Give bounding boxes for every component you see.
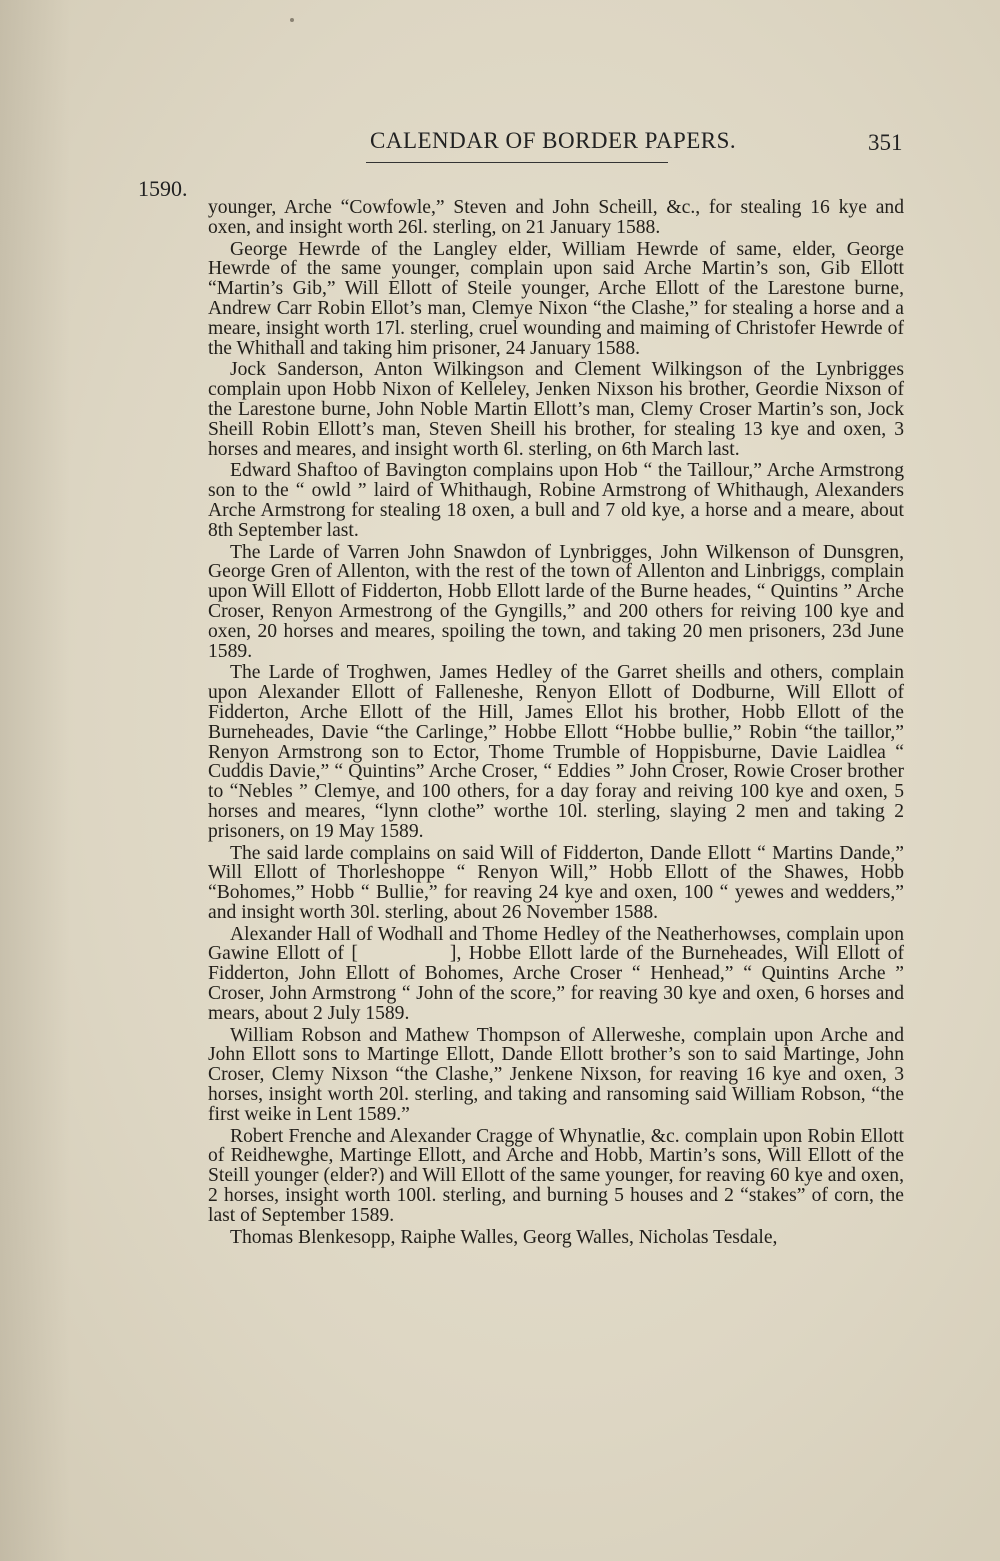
paragraph: Robert Frenche and Alexander Cragge of Whynatlie, &c. complain upon Robin Ellott of Reidhewghe, Martinge Ellott, and Arche and Hobb, Martin’s sons, Will Ellott of the Steill younger (elder?) and Will Ellott of the same younger, for reaving 60 kye and oxen, 2 horses, insight worth 100l. sterling, and burning 5 houses and 2 “stakes” of corn, the last of September 1589.: [208, 1125, 904, 1226]
paragraph: The Larde of Troghwen, James Hedley of the Garret sheills and others, complain upon Alexander Ellott of Falleneshe, Renyon Ellott of Dodburne, Will Ellott of Fidderton, Arche Ellott of the Hill, James Ellot his brother, Hobb Ellott of the Burneheades, Davie “the Carlinge,” Hobbe Ellott “Hobbe bullie,” Robin “the taillor,” Renyon Armstrong son to Ector, Thome Trumble of Hoppisburne, Davie Laidlea “ Cuddis Davie,” “ Quintins” Arche Croser, “ Eddies ” John Croser, Rowie Croser brother to “Nebles ” Clemye, and 100 others, for a day foray and reiving 100 kye and oxen, 5 horses and meares, “lynn clothe” worthe 10l. sterling, slaying 2 men and taking 2 prisoners, on 19 May 1589.: [208, 662, 904, 842]
paper-speck: [290, 18, 294, 22]
paragraph: younger, Arche “Cowfowle,” Steven and John Scheill, &c., for stealing 16 kye and oxen, and insight worth 26l. sterling, on 21 January 1588.: [208, 197, 904, 238]
body-text: [208, 198, 904, 1249]
paragraph: The said larde complains on said Will of Fidderton, Dande Ellott “ Martins Dande,” Will Ellott of Thorleshoppe “ Renyon Will,” Hobb Ellott of the Shawes, Hobb “Bohomes,” Hobb “ Bullie,” for reaving 24 kye and oxen, 100 “ yewes and wedders,” and insight worth 30l. sterling, about 26 November 1588.: [208, 842, 904, 923]
paragraph-part: ], Hobbe Ellott larde of the Burneheades, Will Ellott of Fidderton, John Ellott of Bohomes, Arche Croser “ Henhead,” “ Quintins Arche ” Croser, John Armstrong “ John of the score,” for reaving 30 kye and oxen, 6 horses and mears, about 2 July 1589.: [208, 943, 904, 1024]
margin-year: 1590.: [138, 176, 188, 201]
paragraph-with-blank: [208, 925, 904, 1024]
running-title: CALENDAR OF BORDER PAPERS.: [370, 128, 737, 153]
paragraph: George Hewrde of the Langley elder, William Hewrde of same, elder, George Hewrde of the same younger, complain upon said Arche Martin’s son, Gib Ellott “Martin’s Gib,” Will Ellott of Steile younger, Arche Ellott of the Larestone burne, Andrew Carr Robin Ellot’s man, Clemye Nixon “the Clashe,” for stealing a horse and a meare, insight worth 17l. sterling, cruel wounding and maiming of Christofer Hewrde of the Whithall and taking him prisoner, 24 January 1588.: [208, 238, 904, 359]
paragraph: The Larde of Varren John Snawdon of Lynbrigges, John Wilkenson of Dunsgren, George Gren of Allenton, with the rest of the town of Allenton and Linbriggs, complain upon Will Ellott of Fidderton, Hobb Ellott larde of the Burne heades, “ Quintins ” Arche Croser, Renyon Armestrong of the Gyngills,” and 200 others for reiving 100 kye and oxen, 20 horses and meares, spoiling the town, and taking 20 men prisoners, 23d June 1589.: [208, 541, 904, 662]
paragraph: Edward Shaftoo of Bavington complains upon Hob “ the Taillour,” Arche Armstrong son to the “ owld ” laird of Whithaugh, Robine Armstrong of Whithaugh, Alexanders Arche Armstrong for stealing 18 oxen, a bull and 7 old kye, a horse and a meare, about 8th September last.: [208, 460, 904, 541]
paragraph: Jock Sanderson, Anton Wilkingson and Clement Wilkingson of the Lynbrigges complain upon Hobb Nixon of Kelleley, Jenken Nixson his brother, Geordie Nixson of the Larestone burne, John Noble Martin Ellott’s man, Clemy Croser Martin’s son, Jock Sheill Robin Ellott’s man, Steven Sheill his brother, for stealing 13 kye and oxen, 3 horses and meares, and insight worth 6l. sterling, on 6th March last.: [208, 359, 904, 460]
paragraph: William Robson and Mathew Thompson of Allerweshe, complain upon Arche and John Ellott sons to Martinge Ellott, Dande Ellott brother’s son to said Martinge, John Croser, Clemy Nixson “the Clashe,” Jenkene Nixson, for reaving 16 kye and oxen, 3 horses, insight worth 20l. sterling, and taking and ransoming said William Robson, “the first weike in Lent 1589.”: [208, 1024, 904, 1125]
gutter-shadow: [0, 0, 70, 1561]
paragraph-part: Alexander Hall of Wodhall and Thome Hedley of the Neatherhowses, complain upon Gawine Ellott of [: [208, 923, 904, 965]
header-rule: [366, 162, 668, 163]
page-number: 351: [868, 130, 903, 155]
paragraph: Thomas Blenkesopp, Raiphe Walles, Georg Walles, Nicholas Tesdale,: [230, 1226, 778, 1248]
